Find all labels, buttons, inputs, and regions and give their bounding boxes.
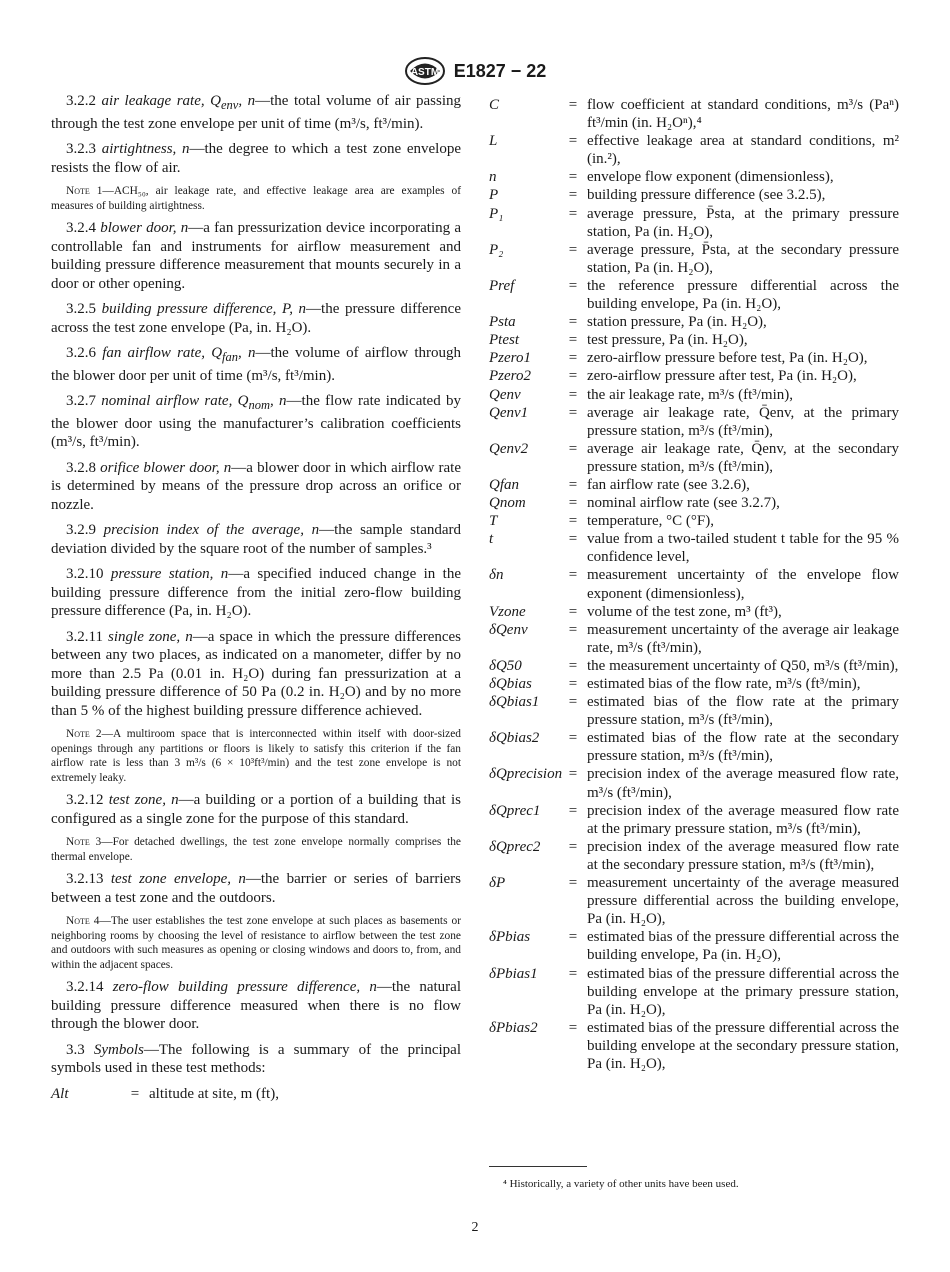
equals-sign: = [568, 440, 578, 457]
equals-sign: = [568, 97, 578, 113]
definition-3-2-5: 3.2.5 building pressure difference, P, n—the pressure difference across the test zone envelope (Pa, in. H₂O). [51, 301, 461, 336]
symbol-row [489, 512, 899, 530]
left-column [51, 92, 461, 1103]
symbol-row [489, 729, 899, 765]
symbol-description: envelope flow exponent (dimensionless), [587, 169, 834, 186]
symbol-row [489, 765, 899, 801]
equals-sign: = [568, 965, 578, 982]
note-1: Note 1—ACH₅₀, air leakage rate, and effective leakage area are examples of measures of building airtightness. [51, 185, 461, 212]
svg-text:ASTM: ASTM [410, 67, 439, 78]
definition-3-2-7: 3.2.7 nominal airflow rate, $Q_{nom}$, n—the flow rate indicated by the blower door using the manufacturer’s calibration coefficients (m³/s, ft³/min). [51, 393, 461, 450]
symbol: δQbias2 [489, 730, 540, 747]
note-2: Note 2—A multiroom space that is interconnected within itself with door-sized openings through any partitions or floors is likely to satisfy this criterion if the fan airflow rate is less than 3 m³/s (6 × 10³ft³/min) and the test zone envelope is not extremely leaky. [51, 728, 461, 784]
symbol-description: measurement uncertainty of the average measured pressure differential across the building envelope, Pa (in. H₂O), [587, 875, 899, 928]
symbol: Pzero1 [489, 350, 531, 367]
definition-3-2-3: 3.2.3 airtightness, n—the degree to which a test zone envelope resists the flow of air. [51, 141, 462, 176]
equals-sign: = [568, 133, 578, 150]
symbol-row [489, 186, 899, 204]
equals-sign: = [568, 332, 578, 349]
equals-sign: = [568, 277, 578, 294]
symbol: δPbias2 [489, 1019, 538, 1036]
symbol: t [489, 531, 494, 548]
symbol-row [489, 838, 899, 874]
symbol: δQprec1 [489, 802, 541, 819]
symbol-row [489, 657, 899, 675]
symbols-list [489, 96, 899, 1073]
symbol-row [489, 205, 899, 241]
equals-sign: = [568, 314, 578, 331]
symbol-description: average pressure, P̄sta, at the secondary pressure station, Pa (in. H₂O), [587, 241, 899, 276]
definition-3-2-14: 3.2.14 zero-flow building pressure difference, n—the natural building pressure difference measured when there is no flow through the blower door. [51, 979, 461, 1032]
equals-sign: = [568, 802, 578, 819]
equals-sign: = [568, 929, 578, 946]
symbol: Qnom [489, 495, 526, 512]
equals-sign: = [568, 205, 578, 222]
equals-sign: = [568, 838, 578, 855]
symbol: P₁ [489, 205, 504, 222]
symbol-row [489, 802, 899, 838]
footnote-divider [489, 1166, 587, 1167]
symbol: Psta [489, 314, 516, 331]
equals-sign: = [568, 513, 578, 530]
symbol-description: the measurement uncertainty of Q50, m³/s (ft³/min), [587, 657, 899, 674]
symbol-description: station pressure, Pa (in. H₂O), [587, 314, 767, 331]
symbol: δQ50 [489, 657, 522, 674]
symbol-row [489, 928, 899, 964]
definition-3-2-4: 3.2.4 blower door, n—a fan pressurization device incorporating a controllable fan and instruments for airflow measurement and building pressure difference measurement that mounts securely in a door or other opening. [51, 220, 462, 292]
equals-sign: = [568, 730, 578, 747]
page-number: 2 [471, 1220, 479, 1235]
symbol-row [489, 367, 899, 385]
symbol-row [489, 1019, 899, 1073]
symbol: Qenv1 [489, 404, 529, 421]
equals-sign: = [568, 169, 578, 186]
definition-3-2-13: 3.2.13 test zone envelope, n—the barrier or series of barriers between a test zone and the outdoors. [51, 871, 461, 906]
equals-sign: = [568, 495, 578, 512]
symbol-description: flow coefficient at standard conditions, m³/s (Paⁿ) ft³/min (in. H₂Oⁿ),⁴ [587, 97, 899, 132]
symbol-description: the reference pressure differential across the building envelope, Pa (in. H₂O), [587, 277, 899, 313]
symbol: C [489, 97, 500, 113]
symbol-description: volume of the test zone, m³ (ft³), [587, 603, 782, 620]
equals-sign: = [568, 603, 578, 620]
symbol: n [489, 169, 497, 186]
symbol-row [489, 621, 899, 657]
symbol-description: estimated bias of the flow rate at the secondary pressure station, m³/s (ft³/min), [587, 730, 899, 765]
equals-sign: = [568, 531, 578, 548]
symbol-row [489, 965, 899, 1019]
symbol-row [489, 874, 899, 928]
symbol: T [489, 513, 498, 530]
symbol: δQprecision [489, 766, 563, 783]
symbol: P₂ [489, 241, 504, 258]
equals-sign: = [568, 694, 578, 711]
symbol-description: zero-airflow pressure after test, Pa (in. H₂O), [587, 368, 857, 385]
astm-logo-icon [404, 56, 446, 86]
symbol-row [489, 386, 899, 404]
symbol: δQprec2 [489, 838, 541, 855]
symbol-row [489, 277, 899, 313]
definition-3-2-6: 3.2.6 fan airflow rate, $Q_{fan}$, n—the volume of airflow through the blower door per unit of time (m³/s, ft³/min). [51, 345, 462, 384]
equals-sign: = [568, 621, 578, 638]
note-4: Note 4—The user establishes the test zone envelope at such places as basements or neighboring rooms by choosing the level of resistance to airflow between the test zone and outdoors with such measures as opening or closing windows and doors to, from, and within the adjacent spaces. [51, 915, 461, 971]
symbol-description: nominal airflow rate (see 3.2.7), [587, 495, 780, 512]
symbol: Pzero2 [489, 368, 531, 385]
symbol-description: estimated bias of the flow rate at the primary pressure station, m³/s (ft³/min), [587, 694, 899, 729]
symbol-description: average air leakage rate, Q̄env, at the primary pressure station, m³/s (ft³/min), [587, 404, 899, 439]
definition-3-2-11: 3.2.11 single zone, n—a space in which the pressure differences between any two places, as indicated on a manometer, differ by no more than 2.5 Pa (0.01 in. H₂O) during fan pressurization at a building pressure difference of 50 Pa (0.2 in. H₂O) and by no more than 5 % of the highest building pressure difference achieved. [51, 628, 462, 719]
equals-sign: = [568, 350, 578, 367]
equals-sign: = [568, 676, 578, 692]
page-header [0, 56, 950, 86]
symbol-row [489, 530, 899, 566]
symbol-description: average pressure, P̄sta, at the primary pressure station, Pa (in. H₂O), [587, 205, 899, 240]
symbol: δQbias [489, 676, 532, 692]
equals-sign: = [568, 657, 578, 674]
symbol-row [489, 476, 899, 494]
symbol-description: estimated bias of the pressure differential across the building envelope at the secondary pressure station, Pa (in. H₂O), [587, 1019, 899, 1072]
definition-3-2-8: 3.2.8 orifice blower door, n—a blower door in which airflow rate is determined by means of the pressure drop across an orifice or nozzle. [51, 459, 462, 513]
symbol: Qenv2 [489, 440, 529, 457]
symbol-description: estimated bias of the flow rate, m³/s (ft³/min), [587, 676, 861, 692]
symbol: Pref [489, 277, 515, 294]
equals-sign: = [568, 368, 578, 385]
symbol-row [489, 132, 899, 168]
symbol: Ptest [489, 332, 519, 349]
symbol-row [489, 693, 899, 729]
symbol-description: fan airflow rate (see 3.2.6), [587, 476, 750, 493]
symbol-description: temperature, °C (°F), [587, 513, 714, 530]
symbol-row [489, 313, 899, 331]
symbol-description: test pressure, Pa (in. H₂O), [587, 332, 748, 349]
equals-sign: = [568, 1019, 578, 1036]
symbol-description: zero-airflow pressure before test, Pa (in. H₂O), [587, 350, 868, 367]
symbol-description: estimated bias of the pressure differential across the building envelope at the primary pressure station, Pa (in. H₂O), [587, 965, 899, 1018]
equals-sign: = [568, 875, 578, 892]
symbol-description: precision index of the average measured flow rate at the primary pressure station, m³/s (ft³/min), [587, 802, 899, 837]
symbol: δQenv [489, 621, 528, 638]
symbol: δn [489, 567, 504, 584]
symbol-description: precision index of the average measured flow rate, m³/s (ft³/min), [587, 766, 899, 801]
symbol-row [489, 603, 899, 621]
symbol-description: the air leakage rate, m³/s (ft³/min), [587, 386, 793, 403]
symbol: Vzone [489, 603, 526, 620]
equals-sign: = [568, 476, 578, 493]
symbol: L [489, 133, 498, 150]
symbol: δP [489, 875, 506, 892]
symbol-row [489, 675, 899, 693]
symbol-description: average air leakage rate, Q̄env, at the secondary pressure station, m³/s (ft³/min), [587, 440, 899, 475]
equals-sign: = [568, 766, 578, 783]
equals-sign: = [568, 567, 578, 584]
document-id: E1827 − 22 [453, 60, 547, 81]
footnote-4: ⁴ Historically, a variety of other units have been used. [503, 1178, 739, 1190]
symbol: P [489, 187, 499, 204]
equals-sign: = [568, 386, 578, 403]
symbol: δQbias1 [489, 694, 540, 711]
symbols-intro: 3.3 Symbols—The following is a summary of the principal symbols used in these test methods: [51, 1041, 461, 1076]
note-3: Note 3—For detached dwellings, the test zone envelope normally comprises the thermal envelope. [51, 836, 461, 863]
symbol-description: precision index of the average measured flow rate at the secondary pressure station, m³/s (ft³/min), [587, 838, 899, 873]
symbol-row-alt: Alt = altitude at site, m (ft), [51, 1085, 279, 1102]
symbol-row [489, 440, 899, 476]
symbol-row [489, 241, 899, 277]
symbol: δPbias1 [489, 965, 538, 982]
symbol: Qfan [489, 476, 519, 493]
definition-3-2-10: 3.2.10 pressure station, n—a specified induced change in the building pressure difference from the initial zero-flow building pressure difference (Pa, in. H₂O). [51, 566, 461, 619]
equals-sign: = [568, 404, 578, 421]
symbol-row [489, 404, 899, 440]
symbol: Qenv [489, 386, 521, 403]
symbol-description: estimated bias of the pressure differential across the building envelope, Pa (in. H₂O), [587, 929, 899, 964]
equals-sign: = [568, 241, 578, 258]
definition-3-2-12: 3.2.12 test zone, n—a building or a portion of a building that is configured as a single zone for the purpose of this standard. [51, 792, 462, 827]
symbol-row [489, 494, 899, 512]
symbol-row [489, 349, 899, 367]
symbol-row [489, 566, 899, 602]
symbol-row [489, 96, 899, 132]
symbol-row [489, 331, 899, 349]
symbol-row [489, 168, 899, 186]
symbol-description: effective leakage area at standard conditions, m² (in.²), [587, 133, 899, 168]
definition-3-2-9: 3.2.9 precision index of the average, n—the sample standard deviation divided by the square root of the number of samples.³ [51, 522, 461, 557]
equals-sign: = [568, 187, 578, 204]
definition-3-2-2: 3.2.2 air leakage rate, $Q_{env}$, n—the total volume of air passing through the test zone envelope per unit of time (m³/s, ft³/min). [51, 93, 462, 132]
symbol-description: measurement uncertainty of the average air leakage rate, m³/s (ft³/min), [587, 621, 899, 656]
symbol-description: measurement uncertainty of the envelope flow exponent (dimensionless), [587, 567, 899, 602]
symbol-description: building pressure difference (see 3.2.5), [587, 187, 826, 204]
symbol-description: value from a two-tailed student t table for the 95 % confidence level, [587, 531, 899, 566]
symbol: δPbias [489, 929, 531, 946]
